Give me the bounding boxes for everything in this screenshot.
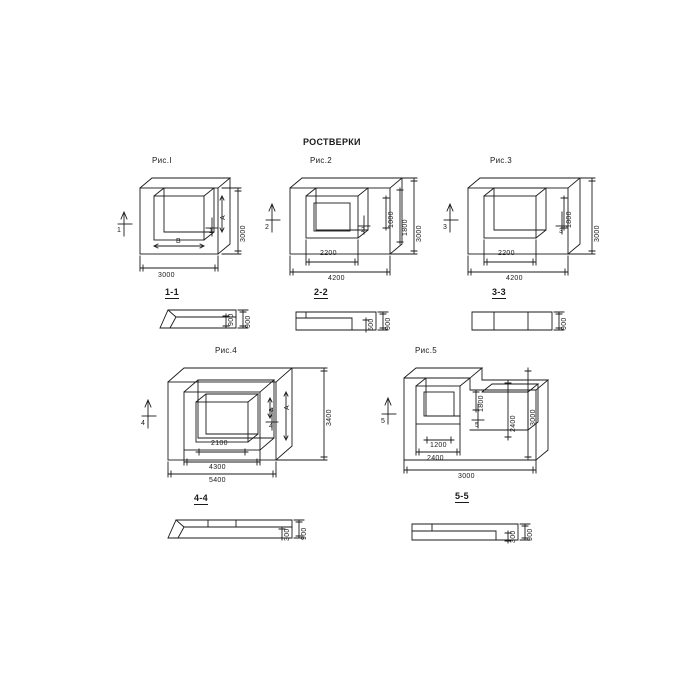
- mark-1-left: 1: [117, 227, 122, 234]
- figure-caption-1: Рис.I: [152, 156, 172, 165]
- dim-fig2-right: 3000: [416, 225, 423, 242]
- dim-fig1-section-h2: 900: [228, 313, 235, 326]
- dim-fig4-section-h1: 900: [301, 527, 308, 540]
- letter-fig1-b: B: [176, 238, 181, 245]
- dim-fig2-section-h2: 500: [368, 318, 375, 331]
- drawing-title: РОСТВЕРКИ: [303, 137, 361, 147]
- dim-fig1-section-h: 900: [245, 315, 252, 328]
- mark-3-right: 3: [559, 228, 564, 235]
- dim-fig5-inner-right: 1800: [478, 395, 485, 412]
- dim-fig3-inner-right: 1800: [566, 211, 573, 228]
- section-label-1-1: 1-1: [165, 287, 179, 297]
- dim-fig3-right: 3000: [594, 225, 601, 242]
- figure-caption-5: Рис.5: [415, 346, 437, 355]
- dim-fig5-mid-bottom: 2400: [427, 455, 444, 462]
- dim-fig5-inner-bottom: 1200: [430, 442, 447, 449]
- mark-4-left: 4: [141, 420, 146, 427]
- mark-5-right: 5: [475, 422, 480, 429]
- figure-caption-4: Рис.4: [215, 346, 237, 355]
- dim-fig4-mid-bottom: 4300: [209, 464, 226, 471]
- dim-fig2-section-h1: 900: [385, 317, 392, 330]
- dim-fig5-bottom: 3000: [458, 473, 475, 480]
- mark-2-right: 2: [361, 227, 366, 234]
- mark-2-left: 2: [265, 224, 270, 231]
- section-label-3-3: 3-3: [492, 287, 506, 297]
- dim-fig4-inner-bottom: 2100: [211, 440, 228, 447]
- dim-fig2-inner-bottom: 2200: [320, 250, 337, 257]
- dim-fig5-right: 3000: [530, 409, 537, 426]
- dim-fig4-bottom: 5400: [209, 477, 226, 484]
- section-label-4-4: 4-4: [194, 493, 208, 503]
- dim-fig2-bottom: 4200: [328, 275, 345, 282]
- mark-5-left: 5: [381, 418, 386, 425]
- letter-fig4-a: A: [284, 405, 291, 410]
- dim-fig3-section-h: 900: [561, 317, 568, 330]
- dim-fig1-right: 3000: [240, 225, 247, 242]
- figure-caption-3: Рис.3: [490, 156, 512, 165]
- section-label-2-2: 2-2: [314, 287, 328, 297]
- dim-fig2-inner-right: 1000: [388, 211, 395, 228]
- dim-fig3-bottom: 4200: [506, 275, 523, 282]
- letter-fig1-a: A: [220, 215, 227, 220]
- dim-fig5-mid-right: 2400: [510, 415, 517, 432]
- dim-fig5-section-h1: 900: [527, 528, 534, 541]
- dim-fig3-inner-bottom: 2200: [498, 250, 515, 257]
- mark-1-right: 1: [209, 228, 214, 235]
- mark-4-right: 4: [269, 423, 274, 430]
- dim-fig4-right: 3400: [326, 409, 333, 426]
- dim-fig4-section-h2: 300: [284, 528, 291, 541]
- letter-fig4-a-small: a: [268, 407, 275, 412]
- mark-3-left: 3: [443, 224, 448, 231]
- dim-fig2-mid-right: 1800: [402, 219, 409, 236]
- dim-fig5-section-h2: 300: [510, 530, 517, 543]
- figure-caption-2: Рис.2: [310, 156, 332, 165]
- dim-fig1-bottom: 3000: [158, 272, 175, 279]
- section-label-5-5: 5-5: [455, 491, 469, 501]
